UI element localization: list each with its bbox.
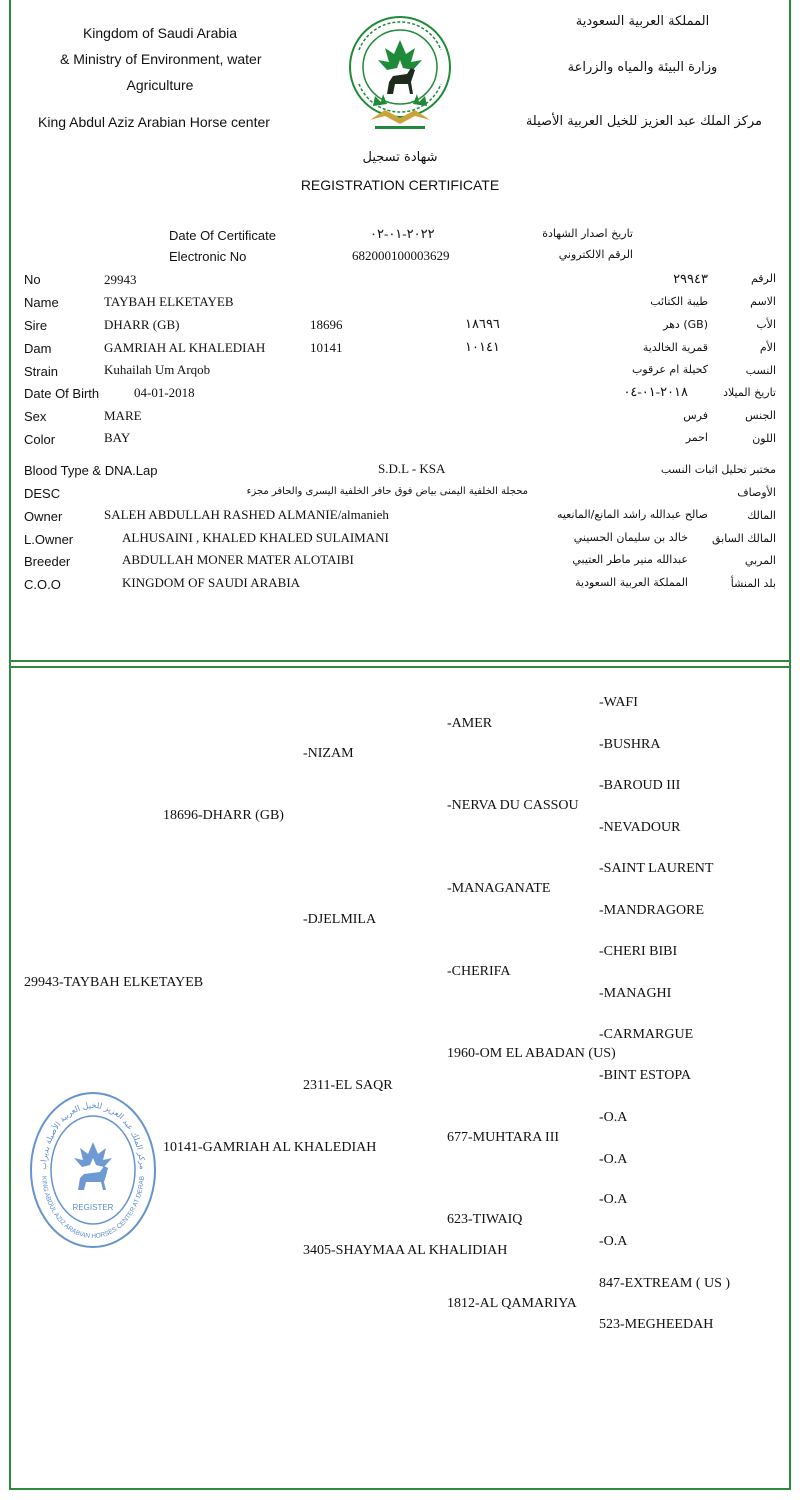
pedigree-gen4-11: -O.A	[599, 1110, 628, 1125]
electronic-no-label-ar: الرقم الالكتروني	[558, 248, 633, 261]
owner-value: SALEH ABDULLAH RASHED ALMANIE/almanieh	[104, 507, 389, 522]
name-label-ar: الاسم	[750, 295, 776, 308]
section-divider-bottom	[9, 666, 791, 668]
name-value-ar: طيبة الكتائب	[650, 295, 708, 308]
pedigree-gen4-2: -BUSHRA	[599, 737, 661, 752]
color-value: BAY	[104, 430, 131, 445]
name-value: TAYBAH ELKETAYEB	[104, 294, 234, 309]
date-of-certificate-label-ar: تاريخ اصدار الشهادة	[542, 227, 633, 240]
pedigree-gen3-5: 1960-OM EL ABADAN (US)	[447, 1046, 616, 1061]
stamp-center-text: REGISTER	[72, 1203, 114, 1212]
no-value-ar: ٢٩٩٤٣	[673, 271, 708, 286]
blood-type-value: S.D.L - KSA	[378, 461, 446, 476]
registry-stamp	[28, 1090, 158, 1250]
owner-value-ar: صالح عبدالله راشد المانع/المانعيه	[556, 508, 708, 521]
dam-number-ar: ١٠١٤١	[465, 339, 500, 354]
pedigree-gen3-2: -NERVA DU CASSOU	[447, 798, 579, 813]
stamp-arc-top: مركز الملك عبد العزيز للخيل العربية الأصيلة بديراب	[38, 1100, 148, 1170]
pedigree-dam: 10141-GAMRIAH AL KHALEDIAH	[163, 1140, 377, 1155]
header-left-line3: Agriculture	[126, 77, 194, 93]
pedigree-gen4-4: -NEVADOUR	[599, 820, 681, 835]
electronic-no-value: 682000100003629	[352, 248, 450, 263]
breeder-value-ar: عبدالله منير ماطر العتيبي	[572, 553, 688, 566]
sire-number: 18696	[310, 317, 343, 332]
pedigree-gen4-15: 847-EXTREAM ( US )	[599, 1276, 731, 1291]
l-owner-label: L.Owner	[24, 532, 74, 547]
sex-label: Sex	[24, 409, 47, 424]
strain-label: Strain	[24, 364, 58, 379]
header-right-line1: المملكة العربية السعودية	[575, 14, 710, 29]
name-label: Name	[24, 295, 59, 310]
l-owner-value: ALHUSAINI , KHALED KHALED SULAIMANI	[122, 530, 389, 545]
blood-type-label-ar: مختبر تحليل اثبات النسب	[660, 463, 776, 476]
dob-label: Date Of Birth	[24, 386, 100, 401]
desc-label-ar: الأوصاف	[737, 486, 776, 499]
pedigree-gen3-8: 1812-AL QAMARIYA	[447, 1296, 577, 1311]
header-left-line2: & Ministry of Environment, water	[60, 51, 262, 67]
center-logo	[345, 10, 455, 145]
strain-value: Kuhailah Um Arqob	[104, 362, 211, 377]
l-owner-value-ar: خالد بن سليمان الحسيني	[573, 531, 688, 544]
pedigree-gen4-8: -MANAGHI	[599, 986, 672, 1001]
pedigree-gen4-1: -WAFI	[599, 695, 638, 710]
pedigree-gen4-10: -BINT ESTOPA	[599, 1068, 691, 1083]
pedigree-gen4-13: -O.A	[599, 1192, 628, 1207]
pedigree-gen4-6: -MANDRAGORE	[599, 903, 704, 918]
dam-label-ar: الأم	[759, 341, 776, 354]
no-label: No	[24, 272, 41, 287]
sire-label: Sire	[24, 318, 48, 333]
color-label-ar: اللون	[752, 432, 776, 445]
sex-label-ar: الجنس	[745, 409, 776, 422]
section-divider-top	[9, 660, 791, 662]
coo-value-ar: المملكة العربية السعودية	[575, 576, 688, 589]
cert-title-en: REGISTRATION CERTIFICATE	[300, 177, 500, 193]
pedigree-gen3-6: 677-MUHTARA III	[447, 1130, 560, 1145]
coo-label-ar: بلد المنشأ	[730, 577, 776, 590]
pedigree-gen4-9: -CARMARGUE	[599, 1027, 694, 1042]
pedigree-gen4-5: -SAINT LAURENT	[599, 861, 714, 876]
pedigree-gen2-3: 2311-EL SAQR	[303, 1078, 393, 1093]
sire-value-ar: (GB) دهر	[663, 318, 708, 331]
sire-number-ar: ١٨٦٩٦	[465, 316, 500, 331]
pedigree-gen3-1: -AMER	[447, 716, 493, 731]
pedigree-gen4-14: -O.A	[599, 1234, 628, 1249]
pedigree-horse: 29943-TAYBAH ELKETAYEB	[24, 975, 204, 990]
pedigree-gen2-4: 3405-SHAYMAA AL KHALIDIAH	[303, 1243, 508, 1258]
frame-bottom	[9, 1488, 791, 1490]
pedigree-gen3-3: -MANAGANATE	[447, 881, 551, 896]
pedigree-gen2-2: -DJELMILA	[303, 912, 377, 927]
pedigree-sire: 18696-DHARR (GB)	[163, 808, 284, 823]
stamp-arc-bottom: KING ABDUL AZIZ ARABIAN HORSES CENTER AT DERAB	[40, 1175, 146, 1241]
color-label: Color	[24, 432, 56, 447]
header-center-name-en: King Abdul Aziz Arabian Horse center	[38, 114, 270, 130]
dam-number: 10141	[310, 340, 343, 355]
dob-value-ar: ٢٠١٨-٠١-٠٤	[623, 384, 688, 399]
strain-value-ar: كحيلة ام عرقوب	[632, 363, 708, 376]
desc-label: DESC	[24, 486, 61, 501]
header-left-line1: Kingdom of Saudi Arabia	[82, 25, 238, 41]
breeder-label: Breeder	[24, 554, 71, 569]
sex-value: MARE	[104, 408, 142, 423]
breeder-label-ar: المربي	[744, 554, 776, 567]
no-label-ar: الرقم	[750, 272, 776, 285]
pedigree-gen4-16: 523-MEGHEEDAH	[599, 1317, 714, 1332]
pedigree-gen4-7: -CHERI BIBI	[599, 944, 678, 959]
dam-label: Dam	[24, 341, 52, 356]
pedigree-gen3-4: -CHERIFA	[447, 964, 511, 979]
sex-value-ar: فرس	[683, 409, 708, 422]
blood-type-label: Blood Type & DNA.Lap	[24, 463, 158, 478]
coo-value: KINGDOM OF SAUDI ARABIA	[122, 575, 301, 590]
sire-value: DHARR (GB)	[104, 317, 180, 332]
dam-value: GAMRIAH AL KHALEDIAH	[104, 340, 266, 355]
cert-title-ar: شهادة تسجيل	[362, 150, 438, 165]
l-owner-label-ar: المالك السابق	[711, 532, 776, 545]
electronic-no-label: Electronic No	[169, 249, 247, 264]
header-right-line2: وزارة البيئة والمياه والزراعة	[567, 60, 718, 75]
pedigree-gen4-12: -O.A	[599, 1152, 628, 1167]
sire-label-ar: الأب	[756, 318, 776, 331]
coo-label: C.O.O	[24, 577, 61, 592]
header-left	[60, 20, 260, 98]
no-value: 29943	[104, 272, 137, 287]
owner-label-ar: المالك	[747, 509, 776, 522]
strain-label-ar: النسب	[745, 364, 776, 377]
dob-value: 04-01-2018	[134, 385, 195, 400]
color-value-ar: احمر	[685, 431, 708, 444]
header-right-line3: مركز الملك عبد العزيز للخيل العربية الأصيلة	[525, 114, 762, 129]
desc-value-ar: محجلة الخلفية اليمنى بياض فوق حافر الخلفية اليسرى والحافر مجزء	[246, 486, 528, 497]
dam-value-ar: قمرية الخالدية	[642, 341, 708, 354]
breeder-value: ABDULLAH MONER MATER ALOTAIBI	[122, 552, 354, 567]
pedigree-gen3-7: 623-TIWAIQ	[447, 1212, 523, 1227]
dob-label-ar: تاريخ الميلاد	[723, 386, 776, 399]
page-frame	[9, 0, 791, 1490]
pedigree-gen4-3: -BAROUD III	[599, 778, 681, 793]
pedigree-gen2-1: -NIZAM	[303, 746, 354, 761]
date-of-certificate-value: ٢٠٢٢-٠١-٠٢	[370, 226, 435, 241]
owner-label: Owner	[24, 509, 63, 524]
date-of-certificate-label: Date Of Certificate	[169, 228, 276, 243]
